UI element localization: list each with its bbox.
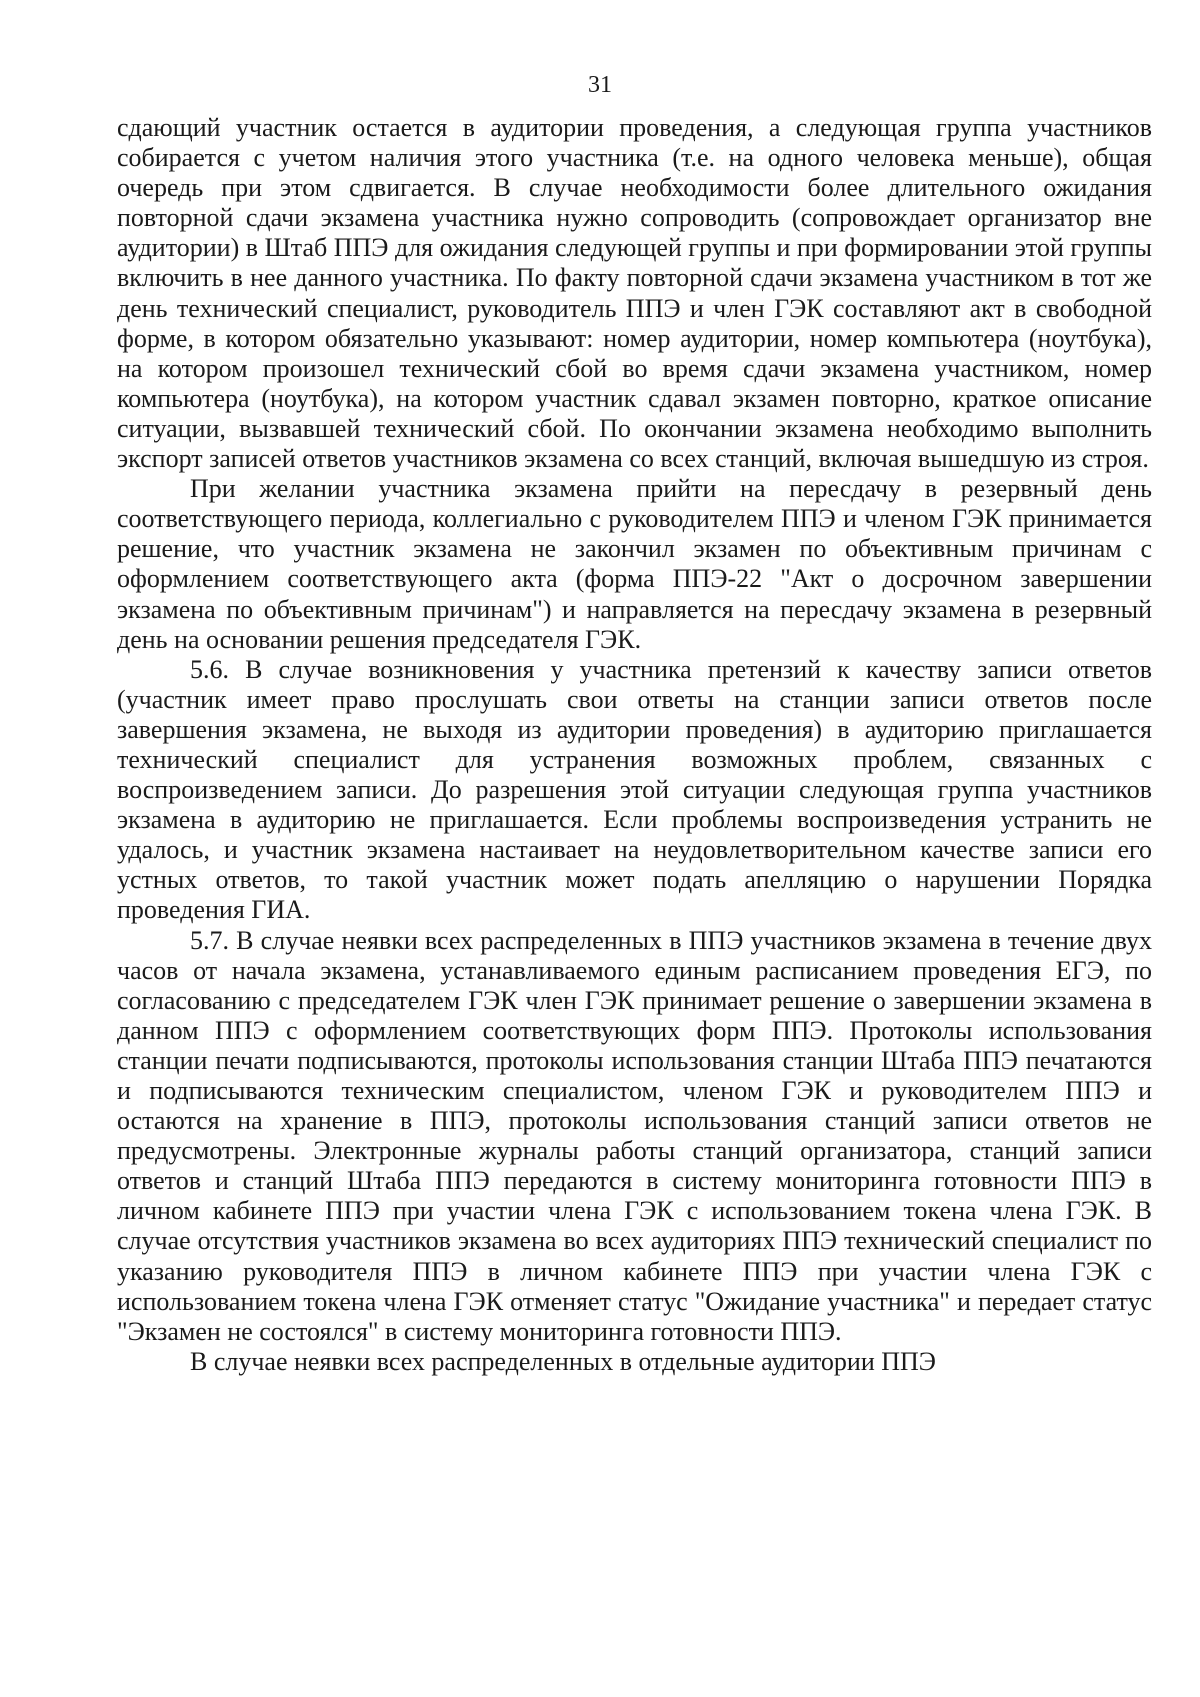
paragraph-no-show-auditoriums: В случае неявки всех распределенных в отдельные аудитории ППЭ	[190, 1346, 936, 1376]
page-number: 31	[588, 72, 612, 98]
paragraph-5-6: 5.6. В случае возникновения у участника претензий к качеству записи ответов (участник имеет право прослушать свои ответы на станции записи ответов после завершения экзамена, не выходя из аудитории проведения) в аудиторию приглашается технический специалист для устранения возможных проблем, связанных с воспроизведением записи. До разрешения этой ситуации следующая группа участников экзамена в аудиторию не приглашается. Если проблемы воспроизведения устранить не удалось, и участник экзамена настаивает на неудовлетворительном качестве записи его устных ответов, то такой участник может подать апелляцию о нарушении Порядка проведения ГИА.	[117, 654, 1152, 925]
paragraph-retake-reserve-day: При желании участника экзамена прийти на пересдачу в резервный день соответствующего периода, коллегиально с руководителем ППЭ и членом ГЭК принимается решение, что участник экзамена не закончил экзамен по объективным причинам с оформлением соответствующего акта (форма ППЭ-22 "Акт о досрочном завершении экзамена по объективным причинам") и направляется на пересдачу экзамена в резервный день на основании решения председателя ГЭК.	[117, 474, 1152, 654]
paragraph-continuation: сдающий участник остается в аудитории проведения, а следующая группа участников собирается с учетом наличия этого участника (т.е. на одного человека меньше), общая очередь при этом сдвигается. В случае необходимости более длительного ожидания повторной сдачи экзамена участника нужно сопроводить (сопровождает организатор вне аудитории) в Штаб ППЭ для ожидания следующей группы и при формировании этой группы включить в нее данного участника. По факту повторной сдачи экзамена участником в тот же день технический специалист, руководитель ППЭ и член ГЭК составляют акт в свободной форме, в котором обязательно указывают: номер аудитории, номер компьютера (ноутбука), на котором произошел технический сбой во время сдачи экзамена участником, номер компьютера (ноутбука), на котором участник сдавал экзамен повторно, краткое описание ситуации, вызвавшей технический сбой. По окончании экзамена необходимо выполнить экспорт записей ответов участников экзамена со всех станций, включая вышедшую из строя.	[117, 113, 1152, 474]
paragraph-5-7: 5.7. В случае неявки всех распределенных в ППЭ участников экзамена в течение двух часов от начала экзамена, устанавливаемого единым расписанием проведения ЕГЭ, по согласованию с председателем ГЭК член ГЭК принимает решение о завершении экзамена в данном ППЭ с оформлением соответствующих форм ППЭ. Протоколы использования станции печати подписываются, протоколы использования станции Штаба ППЭ печатаются и подписываются техническим специалистом, членом ГЭК и руководителем ППЭ и остаются на хранение в ППЭ, протоколы использования станций записи ответов не предусмотрены. Электронные журналы работы станций организатора, станций записи ответов и станций Штаба ППЭ передаются в систему мониторинга готовности ППЭ в личном кабинете ППЭ при участии члена ГЭК с использованием токена члена ГЭК. В случае отсутствия участников экзамена во всех аудиториях ППЭ технический специалист по указанию руководителя ППЭ в личном кабинете ППЭ при участии члена ГЭК с использованием токена члена ГЭК отменяет статус "Ожидание участника" и передает статус "Экзамен не состоялся" в систему мониторинга готовности ППЭ.	[117, 925, 1152, 1346]
page-body	[117, 113, 1152, 1377]
